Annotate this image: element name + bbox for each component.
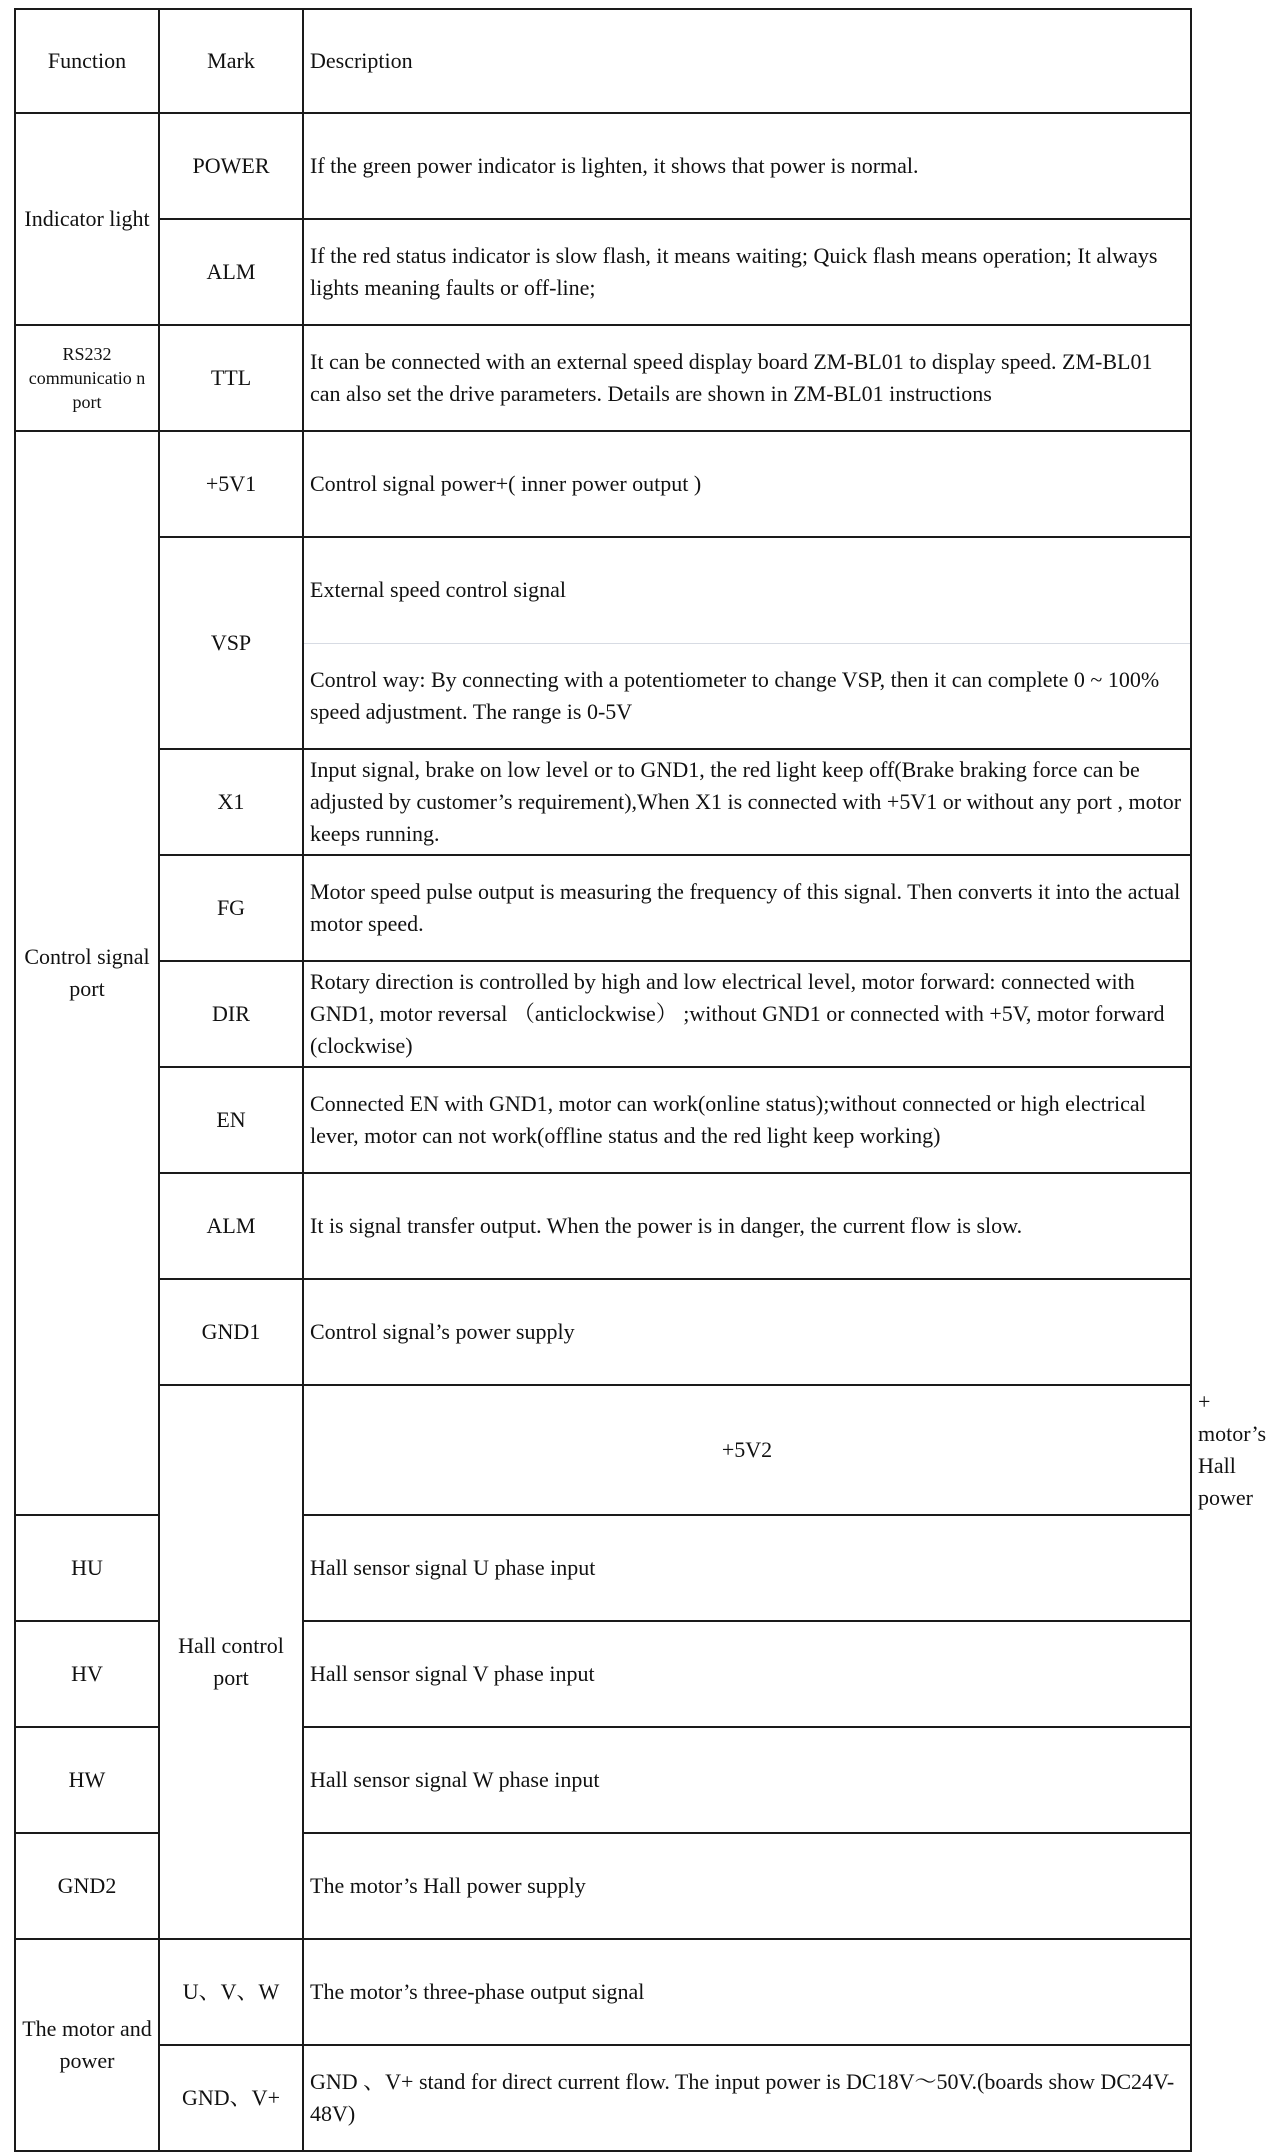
table-row [15, 431, 1191, 537]
description-cell: Control signal’s power supply [303, 1279, 1191, 1385]
description-cell: Motor speed pulse output is measuring the frequency of this signal. Then converts it into the actual motor speed. [303, 855, 1191, 961]
description-cell: Connected EN with GND1, motor can work(online status);without connected or high electrical lever, motor can not work(offline status and the red light keep working) [303, 1067, 1191, 1173]
group-hall-control-port: Hall control port [159, 1385, 303, 1939]
table-row [15, 855, 1191, 961]
table-row [15, 1173, 1191, 1279]
mark-cell: TTL [159, 325, 303, 431]
mark-cell: DIR [159, 961, 303, 1067]
table-row [15, 1279, 1191, 1385]
table-row [15, 1067, 1191, 1173]
mark-cell: HV [15, 1621, 159, 1727]
header-function: Function [15, 9, 159, 113]
mark-cell: VSP [159, 537, 303, 749]
mark-cell: POWER [159, 113, 303, 219]
mark-cell: +5V2 [303, 1385, 1191, 1515]
description-cell: GND 、V+ stand for direct current flow. The input power is DC18V～50V.(boards show DC24V-48V) [303, 2045, 1191, 2151]
group-rs232-port: RS232 communicatio n port [15, 325, 159, 431]
mark-cell: ALM [159, 1173, 303, 1279]
mark-cell: U、V、W [159, 1939, 303, 2045]
description-cell: Hall sensor signal W phase input [303, 1727, 1191, 1833]
table-row [15, 2045, 1191, 2151]
mark-cell: EN [159, 1067, 303, 1173]
table-row [15, 325, 1191, 431]
description-cell: Control way: By connecting with a potentiometer to change VSP, then it can complete 0 ~ 100% speed adjustment. The range is 0-5V [303, 643, 1191, 749]
description-cell: External speed control signal [303, 537, 1191, 643]
table-row [15, 1939, 1191, 2045]
description-cell: Control signal power+( inner power output ) [303, 431, 1191, 537]
description-cell: If the green power indicator is lighten, it shows that power is normal. [303, 113, 1191, 219]
mark-cell: ALM [159, 219, 303, 325]
mark-cell: HW [15, 1727, 159, 1833]
table-row [15, 219, 1191, 325]
mark-cell: FG [159, 855, 303, 961]
description-cell: Rotary direction is controlled by high and low electrical level, motor forward: connected with GND1, motor reversal （anticlockwise） ;without GND1 or connected with +5V, motor forward (clockwise) [303, 961, 1191, 1067]
mark-cell: GND1 [159, 1279, 303, 1385]
description-cell: Hall sensor signal V phase input [303, 1621, 1191, 1727]
header-description: Description [303, 9, 1191, 113]
description-cell: The motor’s Hall power supply [303, 1833, 1191, 1939]
description-cell: Hall sensor signal U phase input [303, 1515, 1191, 1621]
group-indicator-light: Indicator light [15, 113, 159, 325]
description-cell: It can be connected with an external speed display board ZM-BL01 to display speed. ZM-BL01 can also set the drive parameters. Details are shown in ZM-BL01 instructions [303, 325, 1191, 431]
pin-function-table [14, 8, 1266, 2152]
description-cell: It is signal transfer output. When the power is in danger, the current flow is slow. [303, 1173, 1191, 1279]
table-row [15, 749, 1191, 855]
group-control-signal-port: Control signal port [15, 431, 159, 1515]
table-row: Hall control port +5V2 + motor’s Hall power [15, 1385, 1191, 1515]
mark-cell: HU [15, 1515, 159, 1621]
description-cell: If the red status indicator is slow flash, it means waiting; Quick flash means operation; It always lights meaning faults or off-line; [303, 219, 1191, 325]
mark-cell: X1 [159, 749, 303, 855]
mark-cell: +5V1 [159, 431, 303, 537]
group-motor-and-power: The motor and power [15, 1939, 159, 2151]
table-row [15, 113, 1191, 219]
description-cell: The motor’s three-phase output signal [303, 1939, 1191, 2045]
mark-cell: GND2 [15, 1833, 159, 1939]
header-mark: Mark [159, 9, 303, 113]
mark-cell: GND、V+ [159, 2045, 303, 2151]
header-row [15, 9, 1191, 113]
description-cell: Input signal, brake on low level or to GND1, the red light keep off(Brake braking force can be adjusted by customer’s requirement),When X1 is connected with +5V1 or without any port , motor keeps running. [303, 749, 1191, 855]
table-row [15, 961, 1191, 1067]
table-row [15, 537, 1191, 643]
